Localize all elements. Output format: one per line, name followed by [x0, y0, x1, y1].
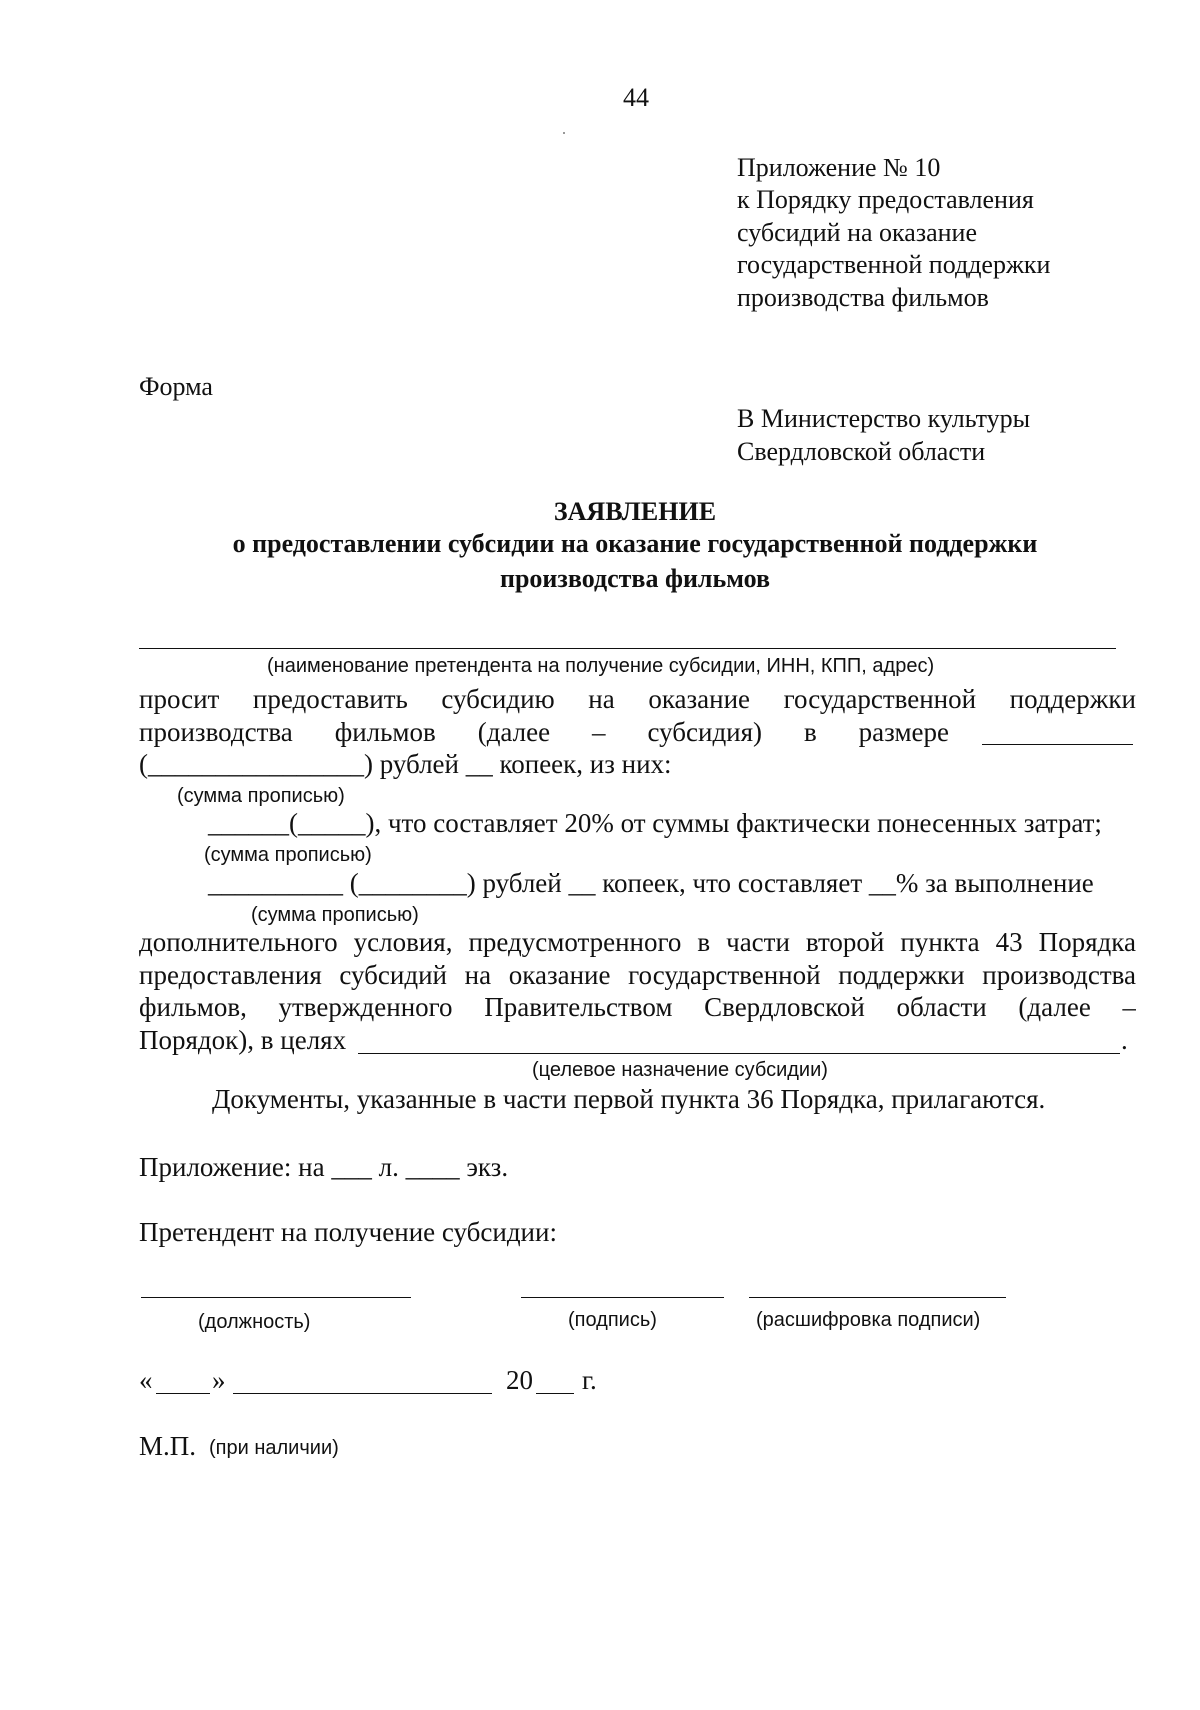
date-month-field[interactable]: [233, 1393, 492, 1394]
document-subtitle-2: производства фильмов: [499, 564, 771, 593]
applicant-name-caption: (наименование претендента на получение субсидии, ИНН, КПП, адрес): [267, 655, 935, 677]
amount-field[interactable]: [982, 744, 1133, 745]
addressee-line-1: В Министерство культуры: [737, 404, 1031, 433]
body-line-1: просит предоставить субсидию на оказание государственной поддержки: [139, 684, 1136, 714]
appendix-line-1: Приложение № 10: [737, 153, 941, 182]
appendix-line-2: к Порядку предоставления: [737, 185, 1034, 214]
body-line-6: дополнительного условия, предусмотренного в части второй пункта 43 Порядка: [139, 927, 1136, 957]
body-line-3: (________________) рублей __ копеек, из них:: [139, 749, 672, 779]
document-title: ЗАЯВЛЕНИЕ: [553, 497, 717, 526]
sum-in-words-caption-2: (сумма прописью): [204, 844, 372, 866]
body-line-7: предоставления субсидий на оказание государственной поддержки производства: [139, 960, 1136, 990]
body-line-8: фильмов, утвержденного Правительством Свердловской области (далее –: [139, 992, 1136, 1022]
date-year-prefix: 20: [506, 1365, 533, 1395]
body-line-2: производства фильмов (далее – субсидия) в размере: [139, 717, 949, 747]
body-line-5: __________ (________) рублей __ копеек, что составляет __% за выполнение: [208, 868, 1094, 898]
form-label: Форма: [139, 372, 213, 401]
date-year-field[interactable]: [536, 1393, 574, 1394]
body-line-9-end: .: [1121, 1025, 1128, 1055]
appendix-line-5: производства фильмов: [737, 283, 989, 312]
position-caption: (должность): [198, 1311, 311, 1333]
sum-in-words-caption-1: (сумма прописью): [177, 785, 345, 807]
signature-field[interactable]: [521, 1297, 724, 1298]
appendix-line-4: государственной поддержки: [737, 250, 1051, 279]
purpose-field[interactable]: [358, 1053, 1120, 1054]
date-close-quote: »: [212, 1365, 226, 1395]
date-open-quote: «: [139, 1365, 153, 1395]
date-day-field[interactable]: [156, 1393, 210, 1394]
position-field[interactable]: [141, 1297, 411, 1298]
page-number: 44: [623, 83, 649, 112]
applicant-name-field[interactable]: [139, 648, 1116, 649]
stamp-label: М.П.: [139, 1431, 197, 1461]
sum-in-words-caption-3: (сумма прописью): [251, 904, 419, 926]
addressee-line-2: Свердловской области: [737, 437, 986, 466]
body-line-9: Порядок), в целях: [139, 1025, 347, 1055]
stamp-note: (при наличии): [209, 1437, 339, 1459]
appendix-line-3: субсидий на оказание: [737, 218, 978, 247]
body-line-10: Документы, указанные в части первой пункта 36 Порядка, прилагаются.: [212, 1084, 1046, 1114]
date-year-suffix: г.: [582, 1365, 597, 1395]
document-subtitle-1: о предоставлении субсидии на оказание государственной поддержки: [232, 529, 1038, 558]
signature-decoding-caption: (расшифровка подписи): [756, 1309, 981, 1331]
signature-caption: (подпись): [568, 1309, 657, 1331]
applicant-label: Претендент на получение субсидии:: [139, 1217, 557, 1247]
scan-speck: [563, 132, 565, 134]
signature-decoding-field[interactable]: [749, 1297, 1006, 1298]
body-line-4: ______(_____), что составляет 20% от суммы фактически понесенных затрат;: [208, 808, 1102, 838]
purpose-caption: (целевое назначение субсидии): [532, 1059, 828, 1081]
attachment-line: Приложение: на ___ л. ____ экз.: [139, 1152, 509, 1182]
